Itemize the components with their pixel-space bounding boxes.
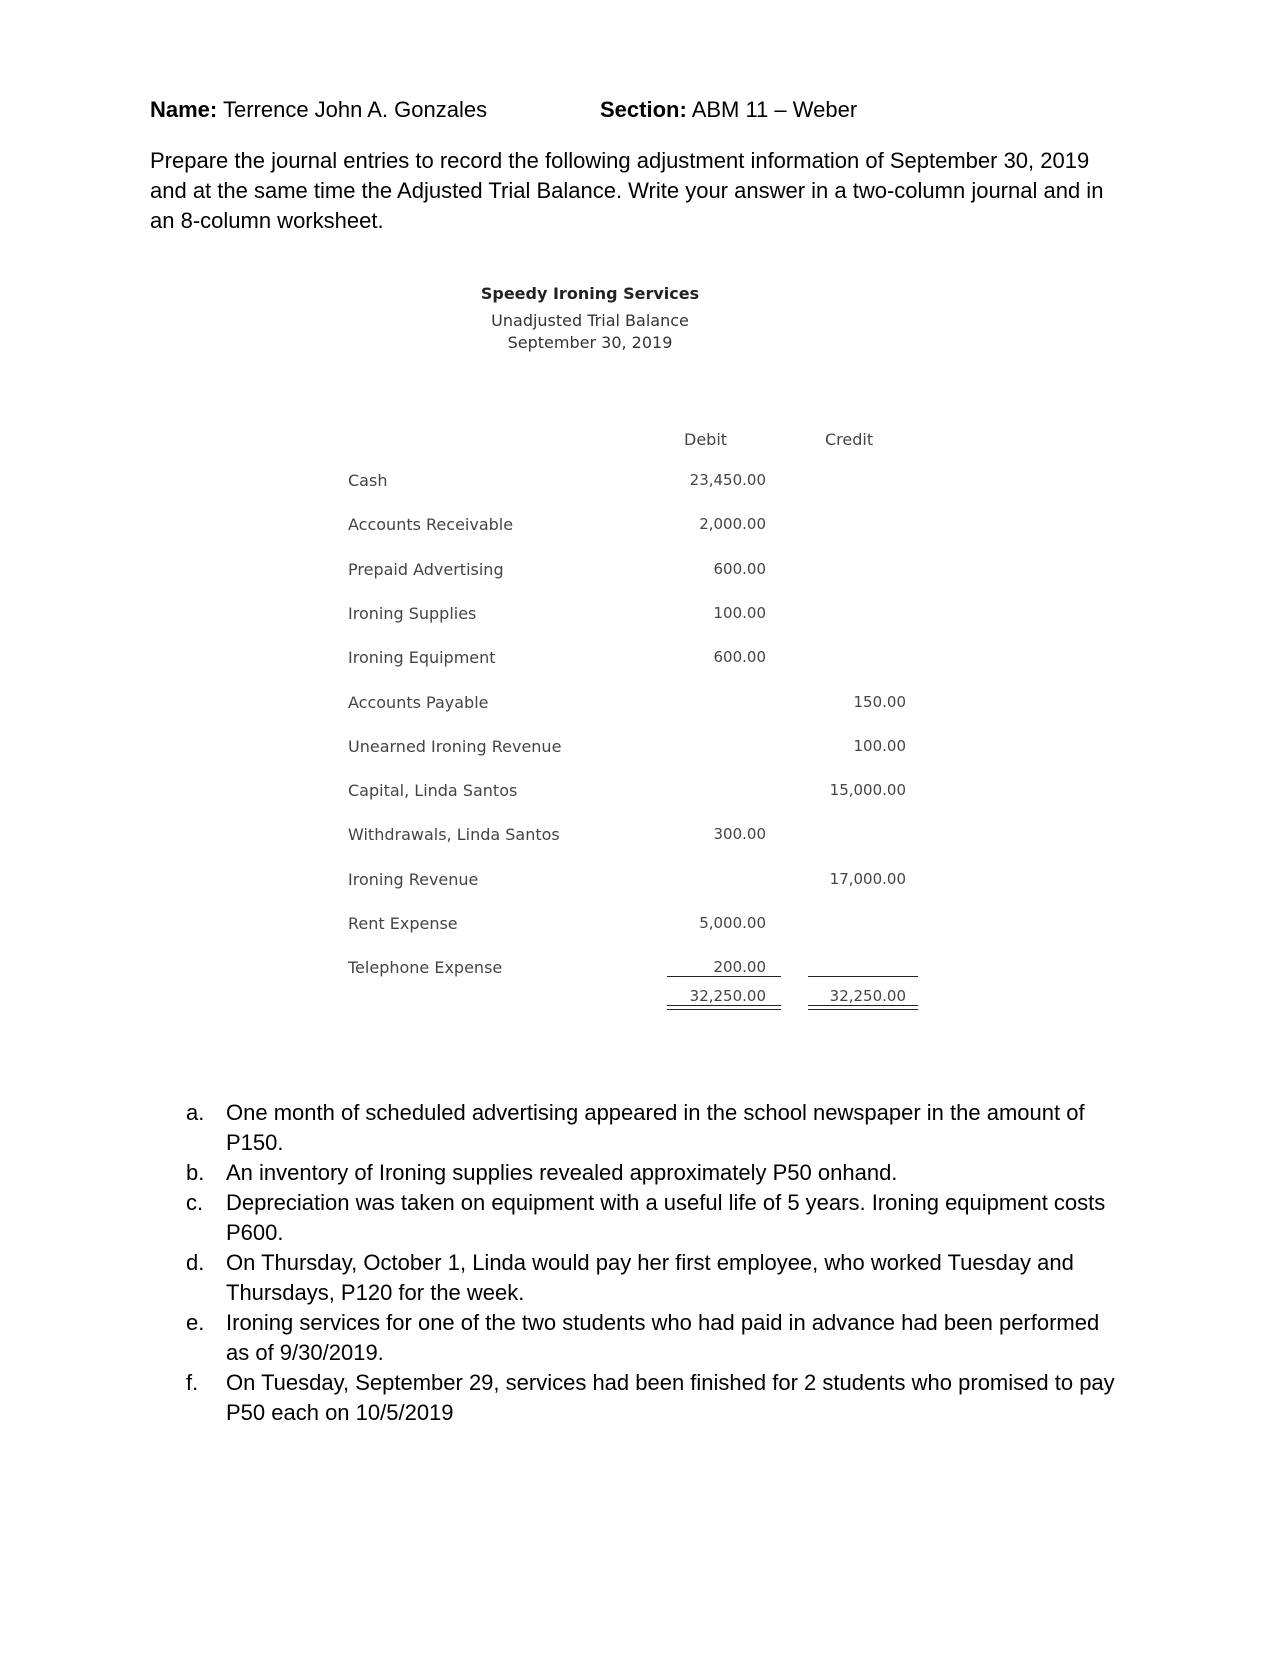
adjustment-letter: c. bbox=[186, 1190, 204, 1215]
debit-amount: 23,450.00 bbox=[689, 471, 766, 489]
instructions-paragraph: Prepare the journal entries to record the following adjustment information of September 30, 2019 and at the same time the Adjusted Trial Balance. Write your answer in a two-column journal and in an 8-column worksheet. bbox=[150, 148, 1104, 233]
debit-total-double-rule bbox=[667, 1005, 781, 1010]
account-name: Ironing Revenue bbox=[348, 870, 479, 889]
account-name: Rent Expense bbox=[348, 914, 458, 933]
adjustment-text: An inventory of Ironing supplies revealed approximately P50 onhand. bbox=[226, 1160, 898, 1185]
credit-total-double-rule bbox=[808, 1005, 918, 1010]
total-credit: 32,250.00 bbox=[829, 987, 906, 1005]
adjustment-letter: f. bbox=[186, 1370, 199, 1395]
account-name: Ironing Equipment bbox=[348, 648, 496, 667]
debit-amount: 300.00 bbox=[713, 825, 766, 843]
trial-balance-title: Unadjusted Trial Balance bbox=[491, 311, 689, 330]
name-label: Name: bbox=[150, 97, 218, 122]
adjustment-list bbox=[186, 1098, 1116, 1428]
credit-amount: 100.00 bbox=[853, 737, 906, 755]
adjustment-letter: a. bbox=[186, 1100, 205, 1125]
adjustment-text: On Tuesday, September 29, services had been finished for 2 students who promised to pay P50 each on 10/5/2019 bbox=[226, 1370, 1115, 1425]
adjustment-letter: d. bbox=[186, 1250, 205, 1275]
adjustment-item bbox=[186, 1248, 1116, 1308]
credit-subtotal-rule bbox=[808, 976, 918, 977]
adjustment-letter: b. bbox=[186, 1160, 205, 1185]
account-name: Accounts Receivable bbox=[348, 515, 514, 534]
account-name: Prepaid Advertising bbox=[348, 560, 504, 579]
section-label: Section: bbox=[600, 97, 687, 122]
debit-amount: 100.00 bbox=[713, 604, 766, 622]
section-value: ABM 11 – Weber bbox=[686, 97, 858, 122]
account-name: Accounts Payable bbox=[348, 693, 489, 712]
adjustment-text: On Thursday, October 1, Linda would pay her first employee, who worked Tuesday and Thursdays, P120 for the week. bbox=[226, 1250, 1074, 1305]
debit-amount: 5,000.00 bbox=[699, 914, 766, 932]
adjustment-letter: e. bbox=[186, 1310, 205, 1335]
trial-balance-date: September 30, 2019 bbox=[507, 333, 673, 352]
name-value: Terrence John A. Gonzales bbox=[217, 97, 488, 122]
account-name: Telephone Expense bbox=[348, 958, 503, 977]
debit-amount: 600.00 bbox=[713, 648, 766, 666]
debit-column-header: Debit bbox=[684, 430, 728, 449]
credit-amount: 150.00 bbox=[853, 693, 906, 711]
account-name: Unearned Ironing Revenue bbox=[348, 737, 562, 756]
account-name: Cash bbox=[348, 471, 388, 490]
adjustment-text: Ironing services for one of the two students who had paid in advance had been performed as of 9/30/2019. bbox=[226, 1310, 1100, 1365]
debit-amount: 600.00 bbox=[713, 560, 766, 578]
adjustment-item bbox=[186, 1098, 1116, 1158]
adjustment-item bbox=[186, 1368, 1116, 1428]
total-debit: 32,250.00 bbox=[689, 987, 766, 1005]
adjustment-text: One month of scheduled advertising appeared in the school newspaper in the amount of P150. bbox=[226, 1100, 1085, 1155]
account-name: Withdrawals, Linda Santos bbox=[348, 825, 560, 844]
adjustment-item bbox=[186, 1188, 1116, 1248]
credit-amount: 17,000.00 bbox=[829, 870, 906, 888]
adjustment-item bbox=[186, 1308, 1116, 1368]
student-section bbox=[600, 96, 857, 124]
debit-subtotal-rule bbox=[667, 976, 781, 977]
credit-column-header: Credit bbox=[825, 430, 874, 449]
account-name: Capital, Linda Santos bbox=[348, 781, 518, 800]
student-name bbox=[150, 96, 487, 124]
debit-amount: 200.00 bbox=[713, 958, 766, 976]
credit-amount: 15,000.00 bbox=[829, 781, 906, 799]
debit-amount: 2,000.00 bbox=[699, 515, 766, 533]
adjustment-item bbox=[186, 1158, 1116, 1188]
adjustment-text: Depreciation was taken on equipment with a useful life of 5 years. Ironing equipment costs P600. bbox=[226, 1190, 1106, 1245]
account-name: Ironing Supplies bbox=[348, 604, 477, 623]
trial-balance-company: Speedy Ironing Services bbox=[480, 284, 700, 303]
